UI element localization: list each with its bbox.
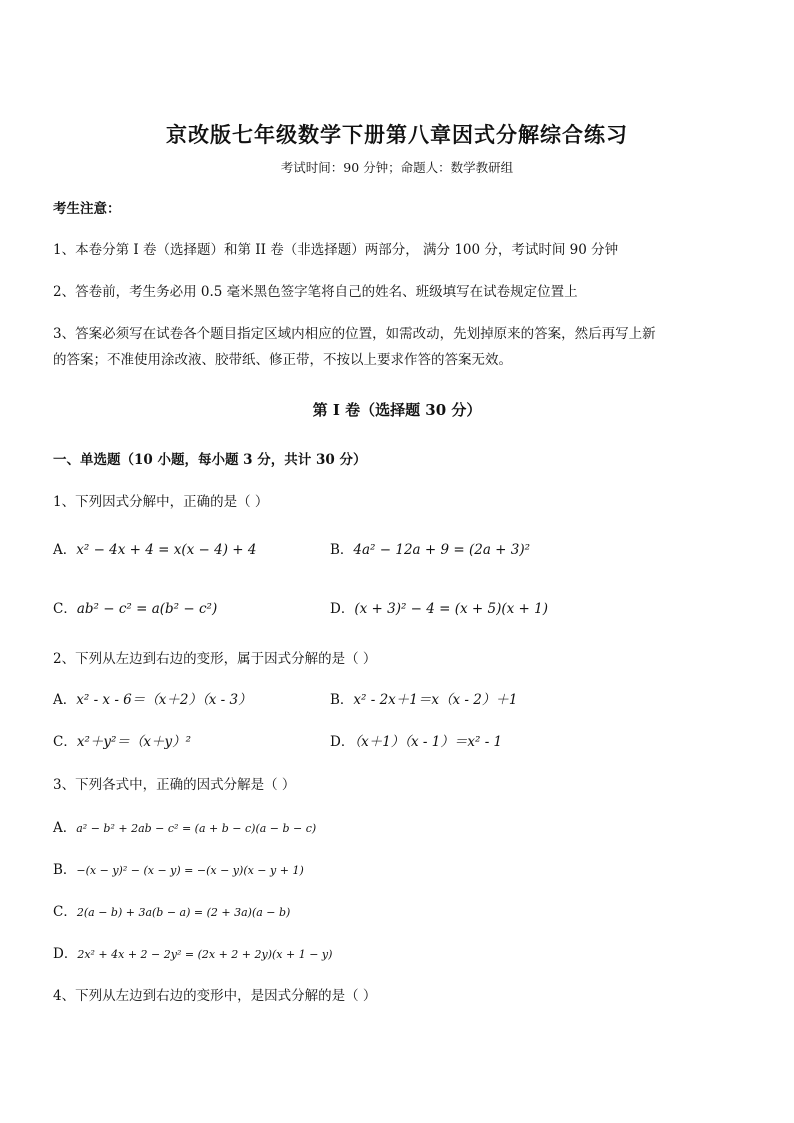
question-3-stem: 3、下列各式中，正确的因式分解是（ ） [53,777,296,793]
question-3-option-d[interactable]: D．2x² + 4x + 2 − 2y² = (2x + 2 + 2y)(x + 1 − y) [53,946,333,962]
option-text: ab² − c² = a(b² − c²) [76,601,218,617]
notice-item-2: 2、答卷前，考生务必用 0.5 毫米黑色签字笔将自己的姓名、班级填写在试卷规定位置上 [53,284,578,300]
page-title: 京改版七年级数学下册第八章因式分解综合练习 [166,122,628,147]
option-text: x² − 4x + 4 = x(x − 4) + 4 [76,542,257,558]
question-2-stem: 2、下列从左边到右边的变形，属于因式分解的是（ ） [53,651,377,667]
question-2-option-b[interactable]: B．x² - 2x＋1＝x（x - 2）＋1 [330,692,518,708]
question-2-option-a[interactable]: A．x² - x - 6＝（x＋2）（x - 3） [53,692,252,708]
question-3-option-b[interactable]: B．−(x − y)² − (x − y) = −(x − y)(x − y + 1) [53,862,304,878]
option-text: x² - x - 6＝（x＋2）（x - 3） [76,692,252,708]
notice-item-1: 1、本卷分第 I 卷（选择题）和第 II 卷（非选择题）两部分， 满分 100 分，考试时间 90 分钟 [53,242,619,258]
question-2-option-d[interactable]: D．（x＋1）（x - 1）＝x² - 1 [330,734,503,750]
option-text: x² - 2x＋1＝x（x - 2）＋1 [353,692,518,708]
question-1-option-a[interactable]: A．x² − 4x + 4 = x(x − 4) + 4 [53,542,257,558]
question-1-option-c[interactable]: C．ab² − c² = a(b² − c²) [53,601,218,617]
part-one-title: 第 I 卷（选择题 30 分） [312,401,482,419]
option-text: 2x² + 4x + 2 − 2y² = (2x + 2 + 2y)(x + 1 − y) [77,948,333,961]
option-text: 4a² − 12a + 9 = (2a + 3)² [353,542,531,558]
option-text: a² − b² + 2ab − c² = (a + b − c)(a − b − c) [76,822,317,835]
notice-heading: 考生注意： [53,201,121,217]
question-2-option-c[interactable]: C．x²＋y²＝（x＋y）² [53,734,192,750]
option-text: (x + 3)² − 4 = (x + 5)(x + 1) [354,601,549,617]
option-text: （x＋1）（x - 1）＝x² - 1 [354,734,503,750]
exam-info: 考试时间：90 分钟；命题人：数学教研组 [280,160,514,175]
question-1-option-d[interactable]: D．(x + 3)² − 4 = (x + 5)(x + 1) [330,601,549,617]
section-heading: 一、单选题（10 小题，每小题 3 分，共计 30 分） [53,452,367,468]
notice-item-3: 3、答案必须写在试卷各个题目指定区域内相应的位置，如需改动，先划掉原来的答案，然后再写上新 [53,326,656,342]
option-text: x²＋y²＝（x＋y）² [76,734,192,750]
question-4-stem: 4、下列从左边到右边的变形中，是因式分解的是（ ） [53,988,377,1004]
option-text: 2(a − b) + 3a(b − a) = (2 + 3a)(a − b) [76,906,291,919]
question-1-stem: 1、下列因式分解中，正确的是（ ） [53,494,269,510]
question-3-option-a[interactable]: A．a² − b² + 2ab − c² = (a + b − c)(a − b − c) [53,820,317,836]
question-1-option-b[interactable]: B．4a² − 12a + 9 = (2a + 3)² [330,542,531,558]
question-3-option-c[interactable]: C．2(a − b) + 3a(b − a) = (2 + 3a)(a − b) [53,904,291,920]
notice-item-3-cont: 的答案；不准使用涂改液、胶带纸、修正带，不按以上要求作答的答案无效。 [53,352,512,368]
option-text: −(x − y)² − (x − y) = −(x − y)(x − y + 1) [76,864,304,877]
